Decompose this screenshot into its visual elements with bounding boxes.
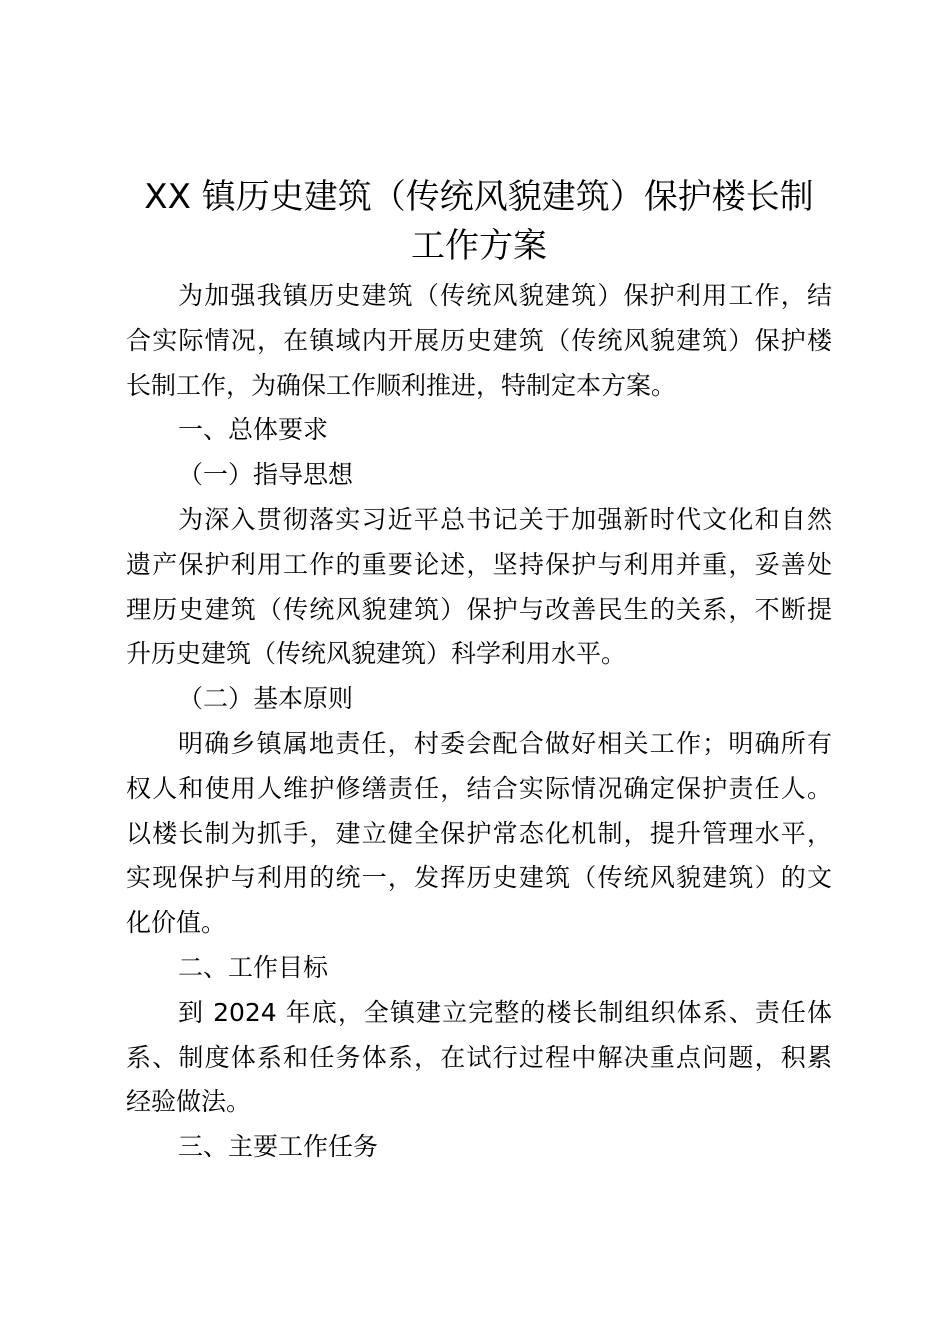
document-text-line: 为加强我镇历史建筑（传统风貌建筑）保护利用工作，结 <box>178 281 832 310</box>
document-text-line: 三、主要工作任务 <box>178 1132 379 1162</box>
document-text-line: 系、制度体系和任务体系，在试行过程中解决重点问题，积累 <box>126 1042 832 1072</box>
document-text-line: 理历史建筑（传统风貌建筑）保护与改善民生的关系，不断提 <box>126 594 832 624</box>
document-title-line-1: XX 镇历史建筑（传统风貌建筑）保护楼长制 <box>144 177 814 217</box>
document-text-line: 明确乡镇属地责任，村委会配合做好相关工作；明确所有 <box>178 729 832 758</box>
document-title-line-2: 工作方案 <box>411 226 547 266</box>
document-text-line: 为深入贯彻落实习近平总书记关于加强新时代文化和自然 <box>178 505 832 534</box>
document-text-line: （二）基本原则 <box>178 684 354 714</box>
document-text-line: 遗产保护利用工作的重要论述，坚持保护与利用并重，妥善处 <box>126 549 832 579</box>
document-text-line: 升历史建筑（传统风貌建筑）科学利用水平。 <box>126 639 627 669</box>
document-text-line: 经验做法。 <box>126 1087 252 1117</box>
document-text-line: 长制工作，为确保工作顺利推进，特制定本方案。 <box>126 370 677 400</box>
document-text-line: 二、工作目标 <box>178 953 329 982</box>
document-text-line: （一）指导思想 <box>178 460 354 490</box>
document-text-line: 到 2024 年底，全镇建立完整的楼长制组织体系、责任体 <box>178 997 832 1027</box>
document-text-line: 化价值。 <box>126 908 227 938</box>
document-text-line: 一、总体要求 <box>178 415 329 445</box>
document-text-line: 合实际情况，在镇域内开展历史建筑（传统风貌建筑）保护楼 <box>126 325 832 355</box>
document-text-line: 以楼长制为抓手，建立健全保护常态化机制，提升管理水平， <box>126 818 832 848</box>
document-text-line: 权人和使用人维护修缮责任，结合实际情况确定保护责任人。 <box>126 773 832 803</box>
document-text-line: 实现保护与利用的统一，发挥历史建筑（传统风貌建筑）的文 <box>126 863 832 893</box>
